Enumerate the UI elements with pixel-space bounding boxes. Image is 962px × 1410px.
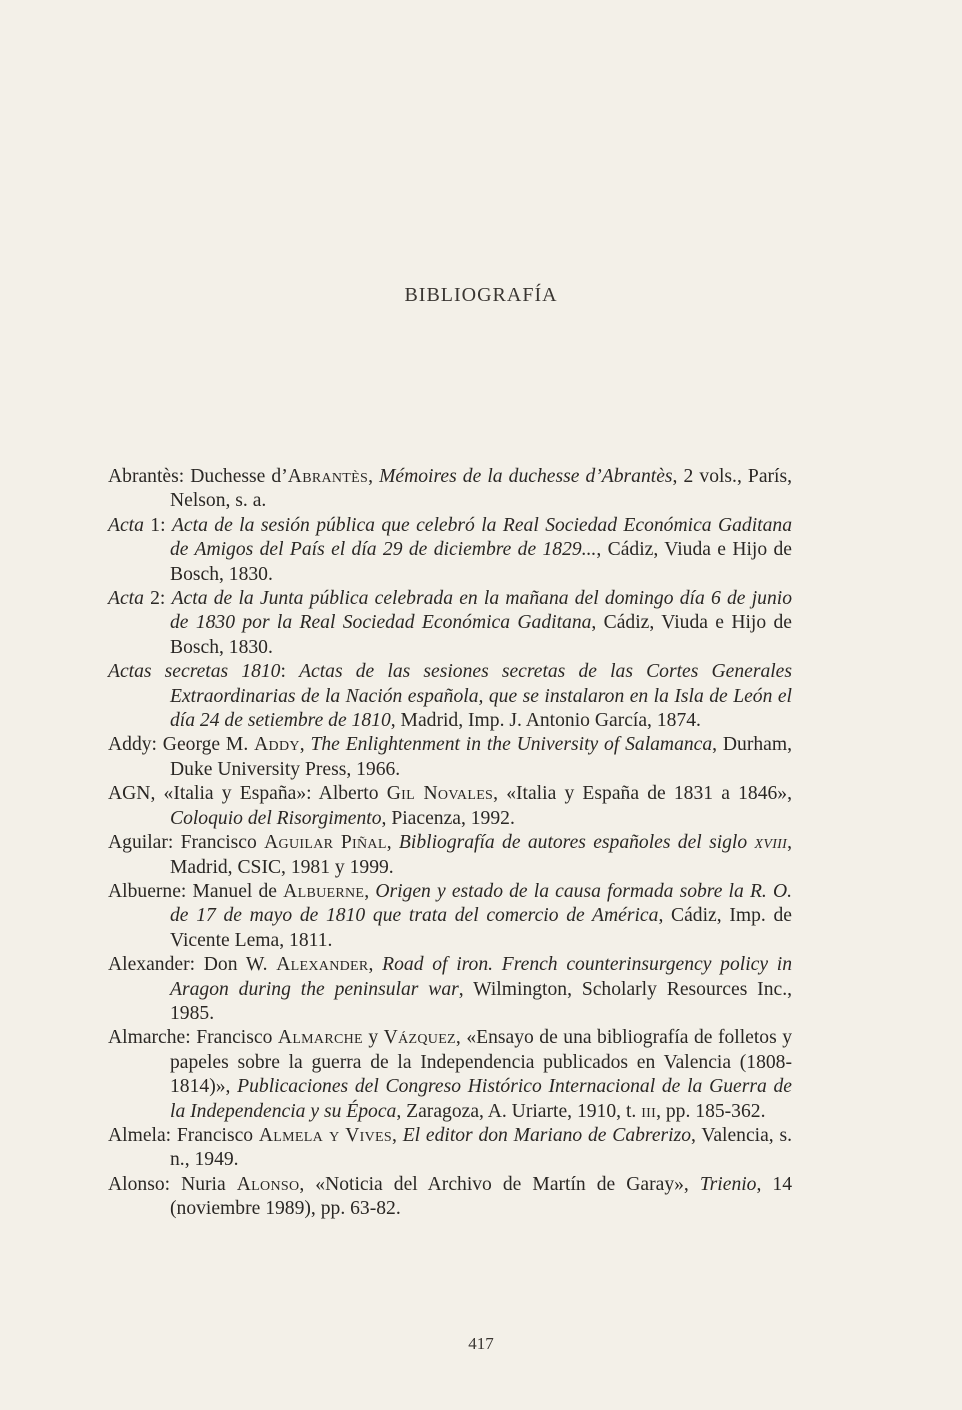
entry-text: Bibliografía de autores españoles del siglo <box>398 832 755 854</box>
entry-text: , <box>299 734 311 756</box>
entry-key: Almarche: <box>108 1027 191 1049</box>
entry-text: Origen y estado de la causa formada sobre la R. O. de 17 de mayo de 1810 que trata del comercio de América <box>170 880 793 927</box>
entry-text: Road of iron. French counterinsurgency policy in Aragon during the peninsular war <box>170 954 792 1000</box>
entry-text: Francisco <box>171 1124 259 1146</box>
entry-text: xviii <box>754 832 788 854</box>
entry-text: Mémoires de la duchesse d’Abrantès <box>379 466 673 487</box>
entry-key: Acta <box>108 588 144 610</box>
entry-text: , «Italia y España de 1831 a 1846», <box>493 783 792 805</box>
entry-text: , Durham, Duke University Press, 1966. <box>170 734 792 780</box>
entry-text: Francisco <box>173 832 265 854</box>
entry-text: , pp. 185-362. <box>656 1100 766 1122</box>
entry-text: , «Noticia del Archivo de Martín de Garay», <box>299 1173 700 1195</box>
entry-text: Abrantès <box>287 466 369 487</box>
entry-text: , «Ensayo de una bibliografía de folletos y papeles sobre la guerra de la Independencia publicados en Valencia (1808-1814)», <box>170 1027 793 1098</box>
entry-text: , Madrid, CSIC, 1981 y 1999. <box>170 832 792 878</box>
entry-text: , Cádiz, Viuda e Hijo de Bosch, 1830. <box>170 612 792 658</box>
entry-text: , <box>368 954 383 976</box>
entry-text: , Cádiz, Viuda e Hijo de Bosch, 1830. <box>170 539 793 585</box>
entry-key: Alexander: <box>108 954 196 976</box>
entry-text: , Zaragoza, A. Uriarte, 1910, t. <box>396 1100 642 1122</box>
entry-text: Albuerne <box>283 880 365 902</box>
bibliography-entry <box>108 1124 792 1173</box>
entry-text: Trienio <box>699 1173 757 1195</box>
entry-key: Actas secretas 1810 <box>108 661 281 683</box>
entry-text: Vázquez <box>383 1027 456 1049</box>
entry-text: Francisco <box>190 1027 278 1049</box>
entry-key: Alonso: <box>108 1173 171 1195</box>
entry-text: iii <box>641 1100 657 1122</box>
entry-text: , Wilmington, Scholarly Resources Inc., 1985. <box>170 978 792 1024</box>
entry-text: Almela y Vives <box>258 1124 392 1146</box>
entry-text: El editor don Mariano de Cabrerizo <box>402 1124 692 1146</box>
page-title: BIBLIOGRAFÍA <box>404 284 558 306</box>
entry-key: Almela: <box>108 1124 172 1146</box>
entry-text: 2: <box>143 588 172 610</box>
entry-text: Acta de la Junta pública celebrada en la mañana del domingo día 6 de junio de 1830 por la Real Sociedad Económica Gaditana <box>170 588 792 634</box>
entry-text: Acta de la sesión pública que celebró la Real Sociedad Económica Gaditana de Amigos del País el día 29 de diciembre de 1829... <box>170 514 792 561</box>
entry-key: Abrantès: <box>108 466 185 487</box>
entry-text: Aguilar Piñal <box>264 832 387 854</box>
entry-text: , 14 (noviembre 1989), pp. 63-82. <box>170 1173 792 1220</box>
bibliography-entry <box>108 733 792 782</box>
entry-text: Alonso <box>236 1173 300 1195</box>
entry-text: Gil Novales <box>386 783 494 805</box>
entry-text: , Cádiz, Imp. de Vicente Lema, 1811. <box>170 905 792 951</box>
bibliography-entry <box>108 587 792 660</box>
entry-text: , <box>386 832 399 854</box>
entry-text: Duchesse d’ <box>184 466 288 487</box>
entry-text: , <box>364 880 376 902</box>
bibliography-entry <box>108 831 792 880</box>
entry-text: Almarche <box>277 1027 363 1049</box>
entry-text: , <box>392 1124 403 1146</box>
bibliography-entry <box>108 1026 792 1124</box>
entry-text: : <box>280 661 300 683</box>
entry-text: , Valencia, s. n., 1949. <box>170 1124 792 1171</box>
entry-key: AGN, <box>108 783 156 805</box>
bibliography-entry <box>108 465 792 514</box>
bibliography-entry <box>108 1173 792 1222</box>
entry-text: «Italia y España»: Alberto <box>155 783 387 805</box>
bibliography-entry <box>108 514 792 587</box>
bibliography-entry <box>108 880 792 953</box>
bibliography-list <box>108 465 792 1222</box>
entry-text: Addy <box>254 734 300 756</box>
entry-text: The Enlightenment in the University of Salamanca <box>310 734 713 756</box>
entry-text: y <box>362 1027 384 1049</box>
entry-text: Nuria <box>170 1173 237 1195</box>
entry-text: , Piacenza, 1992. <box>381 807 515 829</box>
entry-text: 1: <box>143 514 172 536</box>
entry-text: , Madrid, Imp. J. Antonio García, 1874. <box>390 710 701 732</box>
entry-text: Manuel de <box>186 880 284 902</box>
entry-text: Actas de las sesiones secretas de las Cortes Generales Extraordinarias de la Nación española, que se instalaron en la Isla de León el día 24 de setiembre de 1810 <box>170 661 793 732</box>
entry-text: , 2 vols., París, Nelson, s. a. <box>170 466 793 512</box>
entry-text: , <box>368 466 380 487</box>
entry-key: Aguilar: <box>108 832 174 854</box>
page-number: 417 <box>468 1334 494 1353</box>
entry-text: George M. <box>156 734 255 756</box>
entry-key: Acta <box>108 514 144 536</box>
bibliography-entry <box>108 953 792 1026</box>
entry-text: Don W. <box>195 954 277 976</box>
entry-text: Publicaciones del Congreso Histórico Internacional de la Guerra de la Independencia y su Época <box>170 1076 792 1122</box>
entry-key: Albuerne: <box>108 880 187 902</box>
bibliography-entry <box>108 660 792 733</box>
entry-text: Coloquio del Risorgimento <box>170 807 382 829</box>
bibliography-entry <box>108 782 792 831</box>
entry-key: Addy: <box>108 734 157 756</box>
entry-text: Alexander <box>276 954 369 976</box>
